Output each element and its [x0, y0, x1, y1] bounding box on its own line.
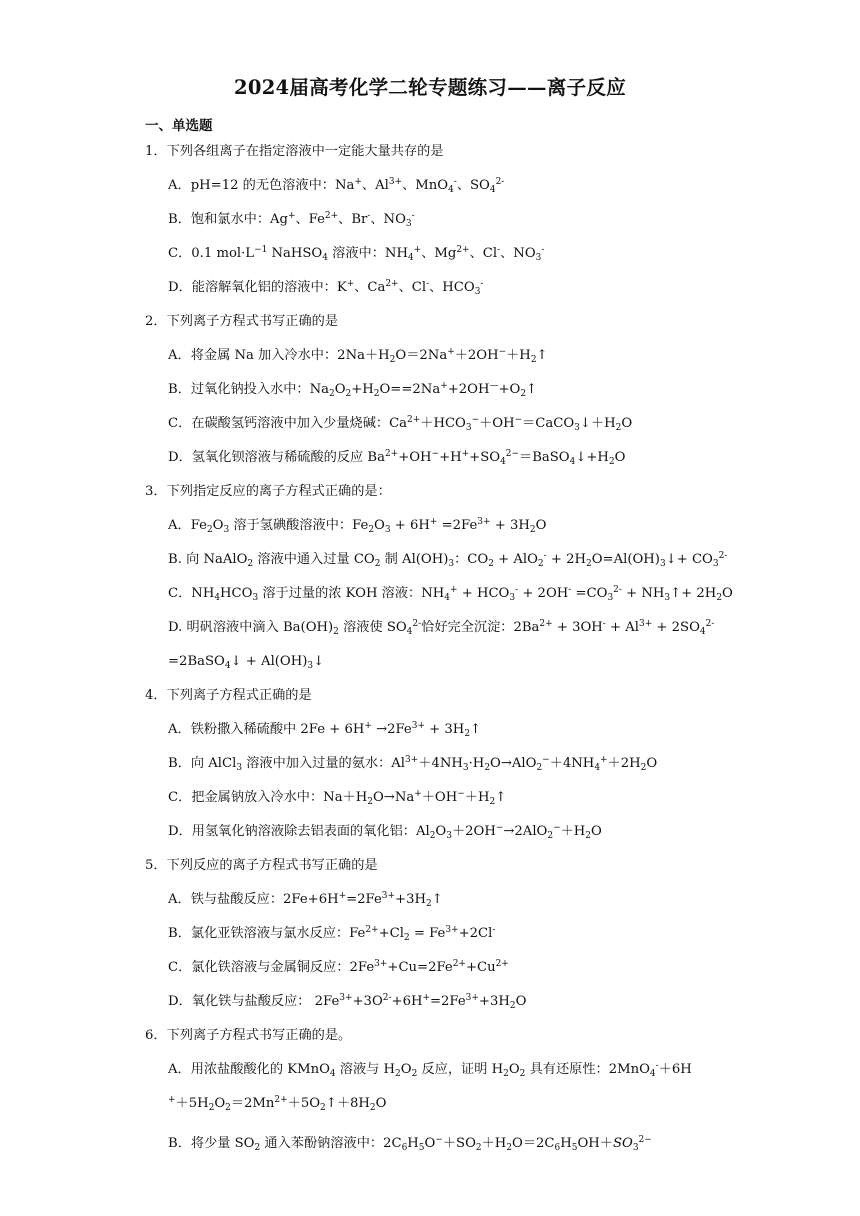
question-stem: 2．下列离子方程式书写正确的是: [145, 314, 339, 329]
answer-option: A．铁粉撒入稀硫酸中 $2Fe + 6H^+ \to 2Fe^{3+}$ + $3H_2↑$: [168, 721, 482, 740]
answer-option: B．饱和氯水中：Ag+、$Fe^{2+}$、Br-、$NO_3^-$: [168, 211, 415, 230]
line-continuation: =2BaSO$_4$↓ + $Al(OH)_3↓$: [168, 654, 325, 672]
answer-option: D．用氢氧化钠溶液除去铝表面的氧化铝：$Al_2O_3+2OH^-\to 2AlO_2^-+H_2O$: [168, 823, 602, 842]
answer-option: B．将少量 $SO_2$ 通入苯酚钠溶液中：$2C_6H_5O^-+SO_2+H_2O=2C_6H_5OH+SO_3^{2-}$: [168, 1135, 652, 1154]
answer-option: D．能溶解氧化铝的溶液中：K+、$Ca^{2+}$、Cl-、$HCO_3^-$: [168, 279, 484, 298]
question-stem: 5．下列反应的离子方程式书写正确的是: [145, 858, 378, 873]
answer-option: C．氯化铁溶液与金属铜反应：$2Fe^{3+}+Cu=2Fe^{2+}+Cu^{2+}$: [168, 959, 509, 975]
question-stem: 6．下列离子方程式书写正确的是。: [145, 1028, 352, 1043]
answer-option: A．用浓盐酸酸化的 KMnO$_4$ 溶液与 $H_2O_2$ 反应，证明 $H_2O_2$ 具有还原性：2MnO$_4$-＋6H: [168, 1061, 692, 1080]
line-continuation: $^++5H_2O_2=2Mn^{2+}+5O_2↑+8H_2O$: [168, 1095, 387, 1114]
answer-option: A．$Fe_2O_3$ 溶于氢碘酸溶液中：$Fe_2O_3 + 6H^+ =2Fe^{3+} + 3H_2O$: [168, 517, 547, 536]
answer-option: C．0.1 $mol\cdot L^{-1}$ NaHSO$_4$ 溶液中：$NH_4^+$、$Mg^{2+}$、Cl-、$NO_3^-$: [168, 245, 545, 264]
answer-option: D. 明矾溶液中滴入 $Ba(OH)_2$ 溶液使 $SO_4^{2-}$恰好完全沉淀：$2Ba^{2+} + 3OH^- + Al^{3+} + 2SO_4^{2-}$: [168, 619, 715, 638]
question-stem: 4．下列离子方程式正确的是: [145, 688, 312, 703]
answer-option: B. 向 NaAlO$_2$ 溶液中通入过量 $CO_2$ 制 $Al(OH)_3$：$CO_2 + AlO_2^-$ + $2H_2O=Al(OH)_3↓+ CO_3^{2-}$: [168, 551, 728, 570]
answer-option: B．氯化亚铁溶液与氯水反应：$Fe^{2+}+Cl_2 = Fe^{3+}+2Cl^-$: [168, 925, 496, 944]
answer-option: A．将金属 Na 加入冷水中：$2Na+H_2O=2Na^++2OH^-+H_2↑$: [168, 347, 548, 366]
answer-option: B．向 AlCl$_3$ 溶液中加入过量的氨水：$Al^{3+}+4NH_3\cdot H_2O\to AlO_2^-+4NH_4^++2H_2O$: [168, 755, 658, 774]
answer-option: C．在碳酸氢钙溶液中加入少量烧碱：$Ca^{2+}+HCO_3^-+OH^-=CaCO_3↓+H_2O$: [168, 415, 633, 434]
question-stem: 1．下列各组离子在指定溶液中一定能大量共存的是: [145, 144, 444, 159]
section-heading: 一、单选题: [145, 118, 213, 134]
answer-option: A．铁与盐酸反应：$2Fe+6H^+=2Fe^{3+}+3H_2↑$: [168, 891, 443, 910]
answer-option: D．氢氧化钡溶液与稀硫酸的反应 $Ba^{2+}+OH^-+H^++SO_4^{2-}=BaSO_4↓+H_2O$: [168, 449, 626, 468]
answer-option: A．pH=12 的无色溶液中：Na+、$Al^{3+}$、MnO$_4$-、$SO_4^{2-}$: [168, 177, 505, 196]
page-title: 2024届高考化学二轮专题练习——离子反应: [233, 76, 627, 99]
answer-option: B．过氧化钠投入水中：$Na_2O_2+H_2O==2Na^++2OH^—+O_2↑$: [168, 381, 538, 400]
answer-option: C．把金属钠放入冷水中：$Na+H_2O\to Na^++OH^-+H_2↑$: [168, 789, 507, 808]
question-stem: 3．下列指定反应的离子方程式正确的是：: [145, 484, 391, 499]
answer-option: C．$NH_4HCO_3$ 溶于过量的浓 KOH 溶液：$NH_4^+ + HCO_3^- + 2OH^- =CO_3^{2-}$ + $NH_3↑+ 2H_2O$: [168, 585, 733, 604]
answer-option: D．氧化铁与盐酸反应： $2Fe^{3+}+3O^{2-}+6H^+=2Fe^{3+}+3H_2O$: [168, 993, 527, 1012]
